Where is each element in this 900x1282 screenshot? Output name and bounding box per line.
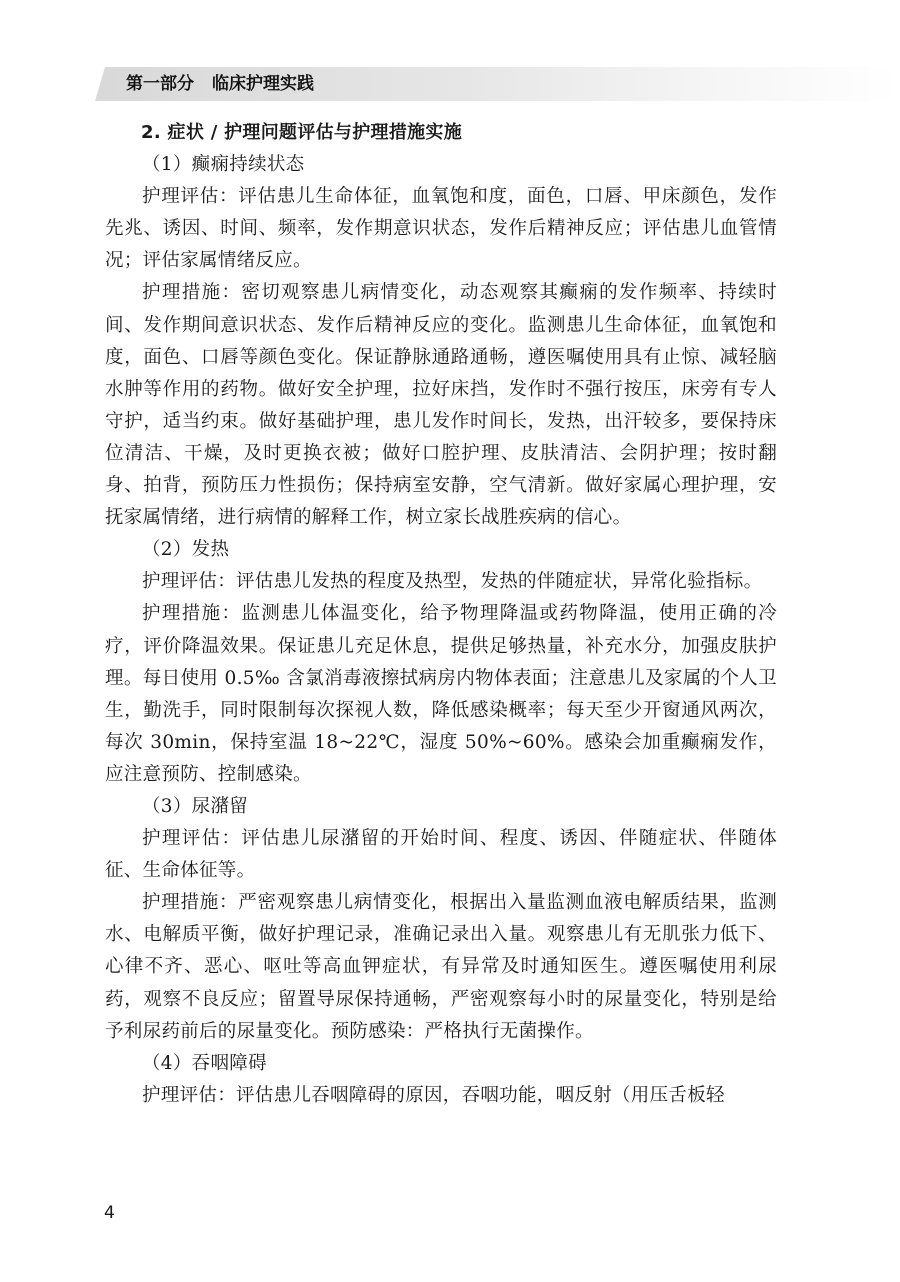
paragraph-dysphagia-assessment: 护理评估：评估患儿吞咽障碍的原因，吞咽功能，咽反射（用压舌板轻 [142, 1084, 725, 1106]
section-heading: 2. 症状 / 护理问题评估与护理措施实施 [141, 122, 463, 143]
subsection-title-urinary-retention: （3）尿潴留 [142, 795, 249, 817]
paragraph-fever-assessment: 护理评估：评估患儿发热的程度及热型，发热的伴随症状，异常化验指标。 [142, 571, 763, 593]
paragraph-epilepsy-measures: 护理措施：密切观察患儿病情变化，动态观察其癫痫的发作频率、持续时间、发作期间意识状态、发作后精神反应的变化。监测患儿生命体征，血氧饱和度，面色、口唇等颜色变化。保证静脉通路通畅，遵医嘱使用具有止惊、减轻脑水肿等作用的药物。做好安全护理，拉好床挡，发作时不强行按压，床旁有专人守护，适当约束。做好基础护理，患儿发作时间长，发热，出汗较多，要保持床位清洁、干燥，及时更换衣被；做好口腔护理、皮肤清洁、会阴护理；按时翻身、拍背，预防压力性损伤；保持病室安静，空气清新。做好家属心理护理，安抚家属情绪，进行病情的解释工作，树立家长战胜疾病的信心。 [105, 282, 777, 529]
subsection-title-status-epilepticus: （1）癫痫持续状态 [142, 154, 305, 176]
page-body [105, 117, 777, 1112]
paragraph-epilepsy-assessment: 护理评估：评估患儿生命体征，血氧饱和度，面色，口唇、甲床颜色，发作先兆、诱因、时间、频率，发作期意识状态，发作后精神反应；评估患儿血管情况；评估家属情绪反应。 [105, 186, 777, 272]
chapter-title: 临床护理实践 [212, 74, 314, 94]
chapter-header [126, 72, 314, 96]
paragraph-retention-measures: 护理措施：严密观察患儿病情变化，根据出入量监测血液电解质结果，监测水、电解质平衡，做好护理记录，准确记录出入量。观察患儿有无肌张力低下、心律不齐、恶心、呕吐等高血钾症状，有异常及时通知医生。遵医嘱使用利尿药，观察不良反应；留置导尿保持通畅，严密观察每小时的尿量变化，特别是给予利尿药前后的尿量变化。预防感染：严格执行无菌操作。 [105, 892, 777, 1042]
subsection-title-fever: （2）发热 [142, 539, 230, 561]
subsection-title-dysphagia: （4）吞咽障碍 [142, 1052, 267, 1074]
paragraph-retention-assessment: 护理评估：评估患儿尿潴留的开始时间、程度、诱因、伴随症状、伴随体征、生命体征等。 [105, 828, 777, 882]
page-number: 4 [104, 1203, 115, 1223]
paragraph-fever-measures: 护理措施：监测患儿体温变化，给予物理降温或药物降温，使用正确的冷疗，评价降温效果。保证患儿充足休息，提供足够热量，补充水分，加强皮肤护理。每日使用 0.5‰ 含氯消毒液擦拭病房内物体表面；注意患儿及家属的个人卫生，勤洗手，同时限制每次探视人数，降低感染概率；每天至少开窗通风两次，每次 30min，保持室温 18~22℃，湿度 50%~60%。感染会加重癫痫发作，应注意预防、控制感染。 [105, 603, 777, 785]
chapter-part: 第一部分 [126, 74, 194, 94]
